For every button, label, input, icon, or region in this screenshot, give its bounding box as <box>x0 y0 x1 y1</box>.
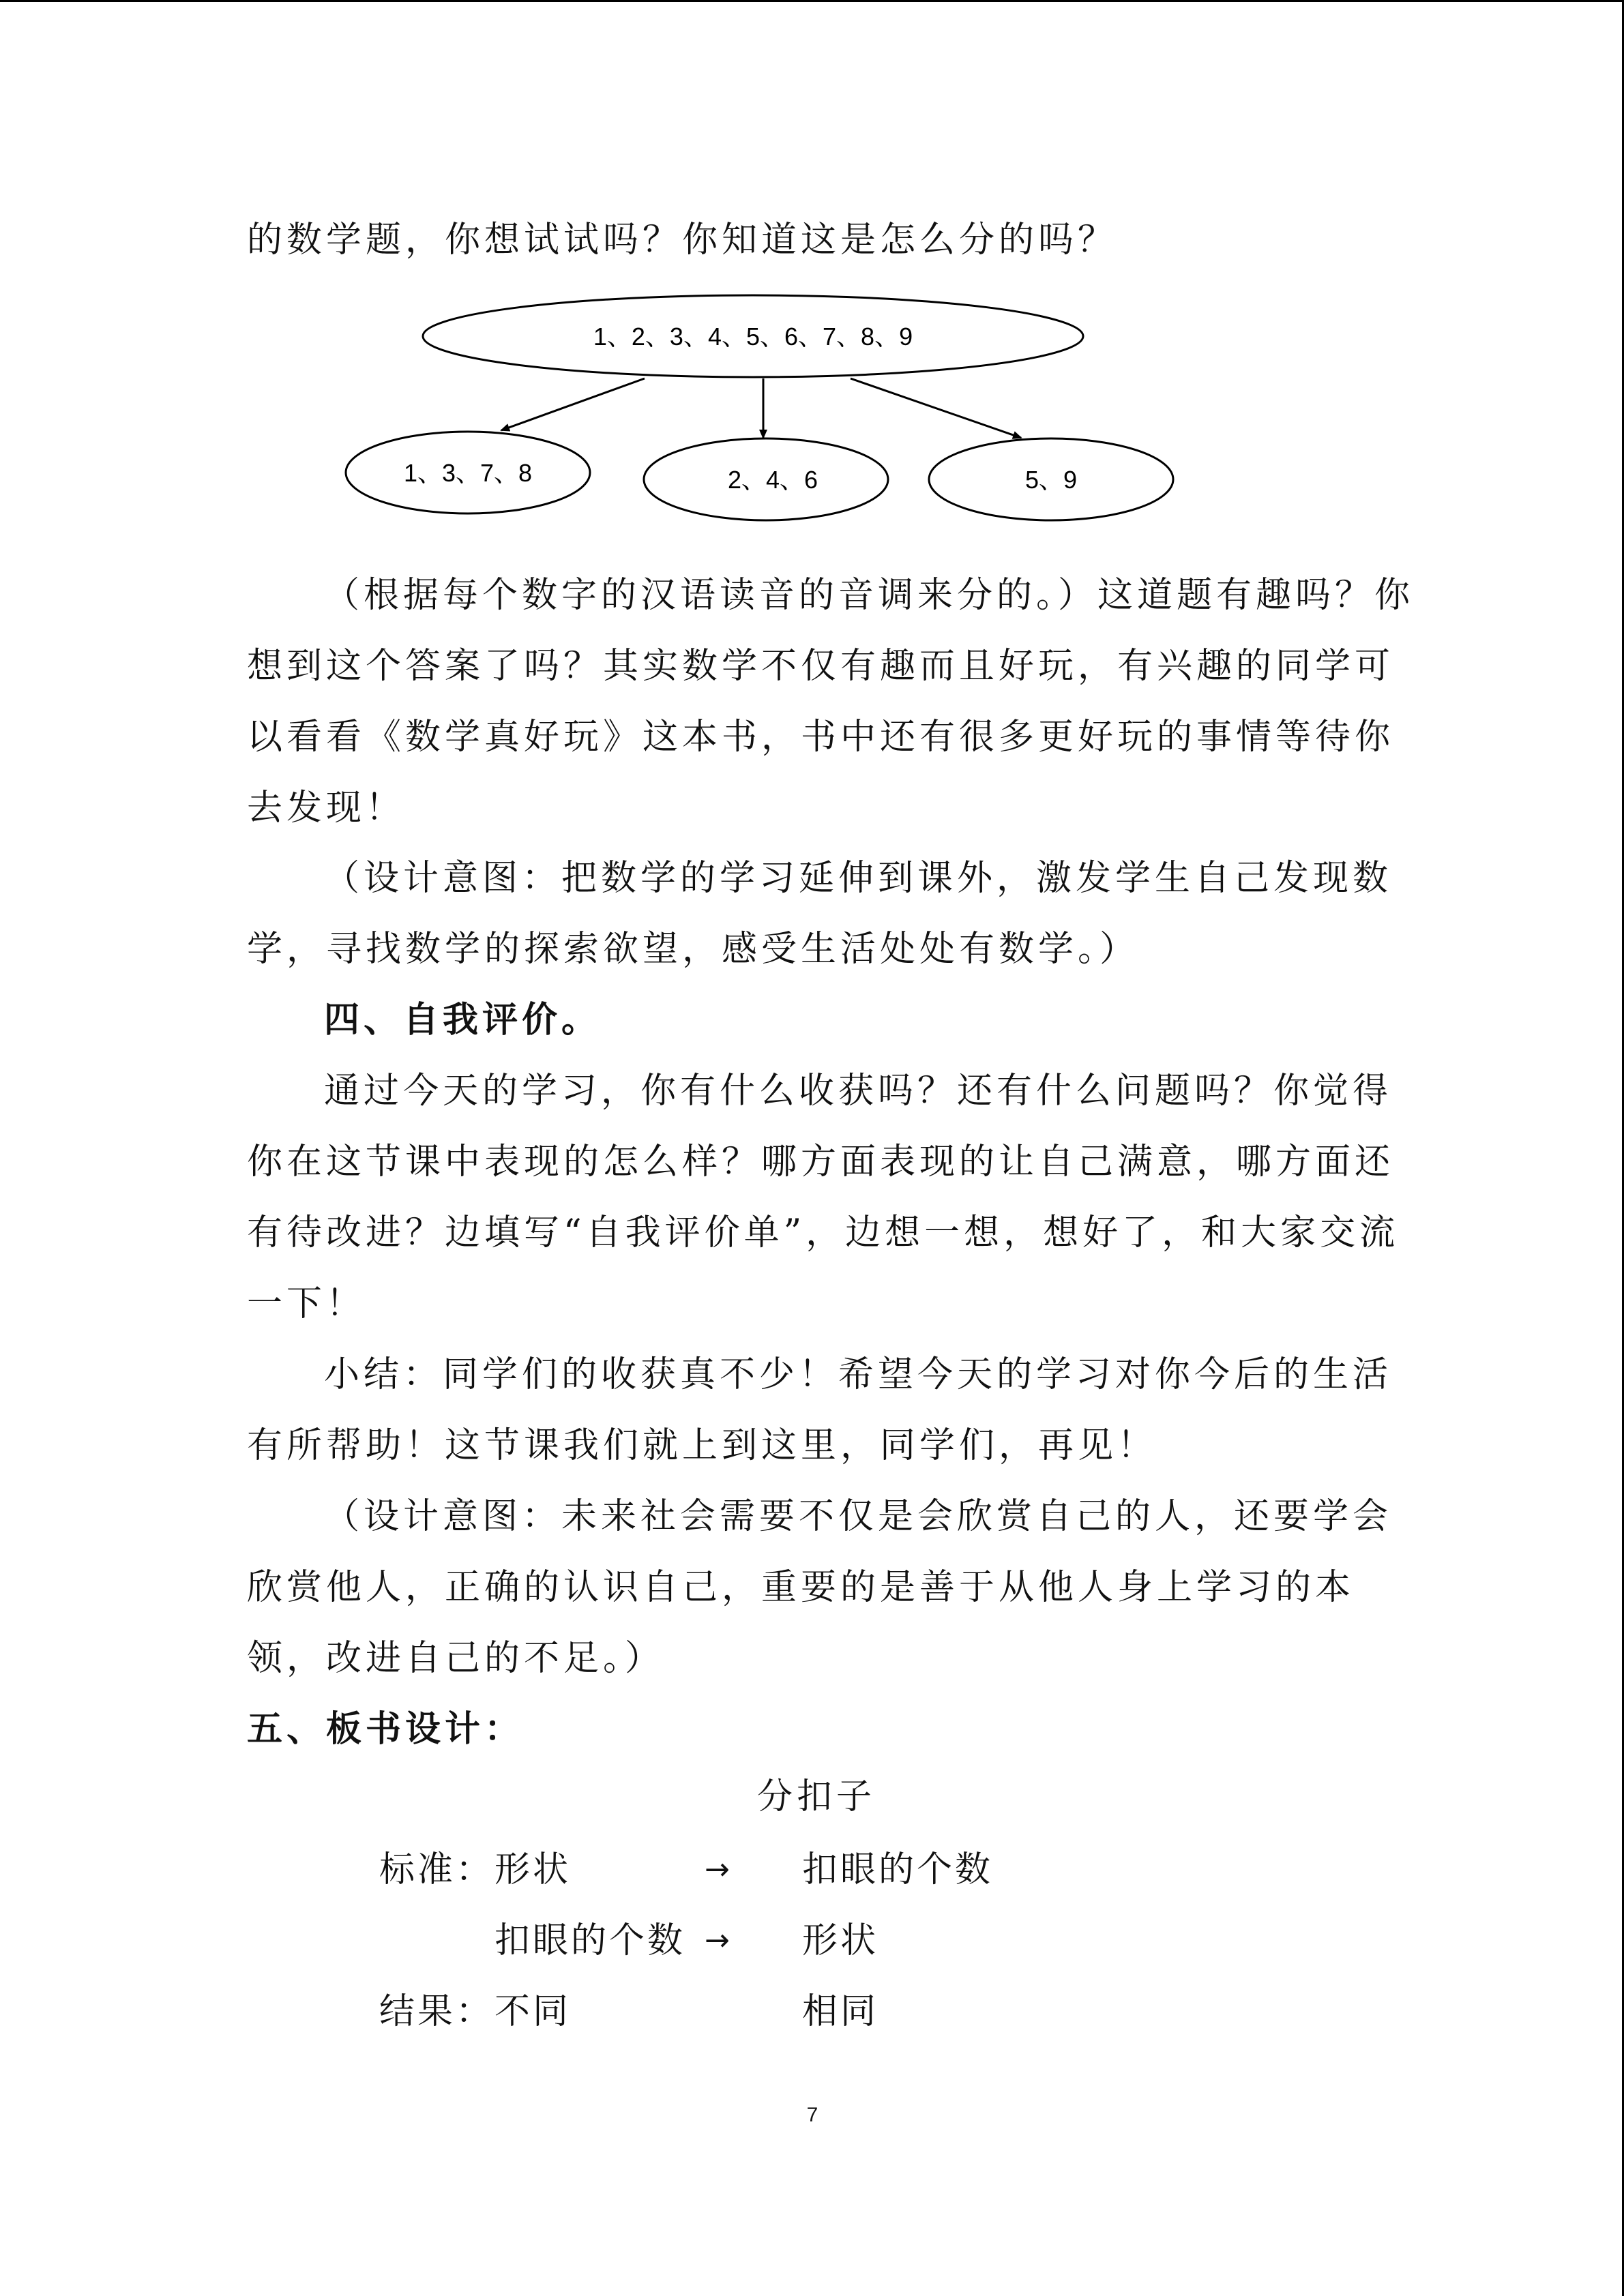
child-label-1: 1、3、7、8 <box>403 459 533 487</box>
paragraph-line: 学，寻找数学的探索欲望，感受生活处处有数学。） <box>247 929 1140 970</box>
root-label: 1、2、3、4、5、6、7、8、9 <box>593 323 913 351</box>
paragraph-line: 以看看《数学真好玩》这本书，书中还有很多更好玩的事情等待你 <box>247 717 1395 758</box>
board-label-standard: 标准： <box>379 1849 494 1890</box>
page-number: 7 <box>806 2104 818 2126</box>
board-label-result: 结果： <box>379 1991 494 2032</box>
number-classification-diagram <box>0 0 1624 546</box>
paragraph-line: 一下！ <box>247 1283 366 1324</box>
board-row1-arrow-icon: → <box>705 1852 733 1887</box>
board-row3-right: 相同 <box>802 1991 879 2032</box>
paragraph-line: 你在这节课中表现的怎么样？哪方面表现的让自己满意，哪方面还 <box>247 1142 1395 1182</box>
paragraph-line: （设计意图：把数学的学习延伸到课外，激发学生自己发现数 <box>324 858 1393 899</box>
board-row2-arrow-icon: → <box>705 1923 733 1958</box>
paragraph-line: 有待改进？边填写“自我评价单”，边想一想，想好了，和大家交流 <box>247 1212 1400 1253</box>
section-heading-4: 四、自我评价。 <box>324 999 602 1041</box>
board-row2-left: 扣眼的个数 <box>494 1920 686 1961</box>
paragraph-line: 欣赏他人，正确的认识自己，重要的是善于从他人身上学习的本 <box>247 1567 1355 1608</box>
paragraph-line: 通过今天的学习，你有什么收获吗？还有什么问题吗？你觉得 <box>324 1071 1393 1112</box>
paragraph-line: 小结：同学们的收获真不少！希望今天的学习对你今后的生活 <box>324 1354 1393 1395</box>
arrow-right <box>851 378 1021 438</box>
child-label-3: 5、9 <box>1024 466 1078 494</box>
paragraph-line: 领，改进自己的不足。） <box>247 1638 665 1679</box>
arrow-left <box>501 378 645 430</box>
paragraph-line: （设计意图：未来社会需要不仅是会欣赏自己的人，还要学会 <box>324 1496 1393 1537</box>
board-row1-left: 形状 <box>494 1849 572 1890</box>
intro-line: 的数学题，你想试试吗？你知道这是怎么分的吗？ <box>247 220 1118 260</box>
child-label-2: 2、4、6 <box>727 466 818 494</box>
section-heading-5: 五、板书设计： <box>247 1708 525 1750</box>
board-row1-right: 扣眼的个数 <box>802 1849 994 1890</box>
paragraph-line: 有所帮助！这节课我们就上到这里，同学们，再见！ <box>247 1425 1157 1466</box>
board-row3-left: 不同 <box>494 1991 572 2032</box>
paragraph-line: 想到这个答案了吗？其实数学不仅有趣而且好玩，有兴趣的同学可 <box>247 646 1395 687</box>
board-title: 分扣子 <box>757 1776 876 1817</box>
paragraph-line: （根据每个数字的汉语读音的音调来分的。）这道题有趣吗？你 <box>324 575 1415 616</box>
paragraph-line: 去发现！ <box>247 788 406 829</box>
board-row2-right: 形状 <box>802 1920 879 1961</box>
